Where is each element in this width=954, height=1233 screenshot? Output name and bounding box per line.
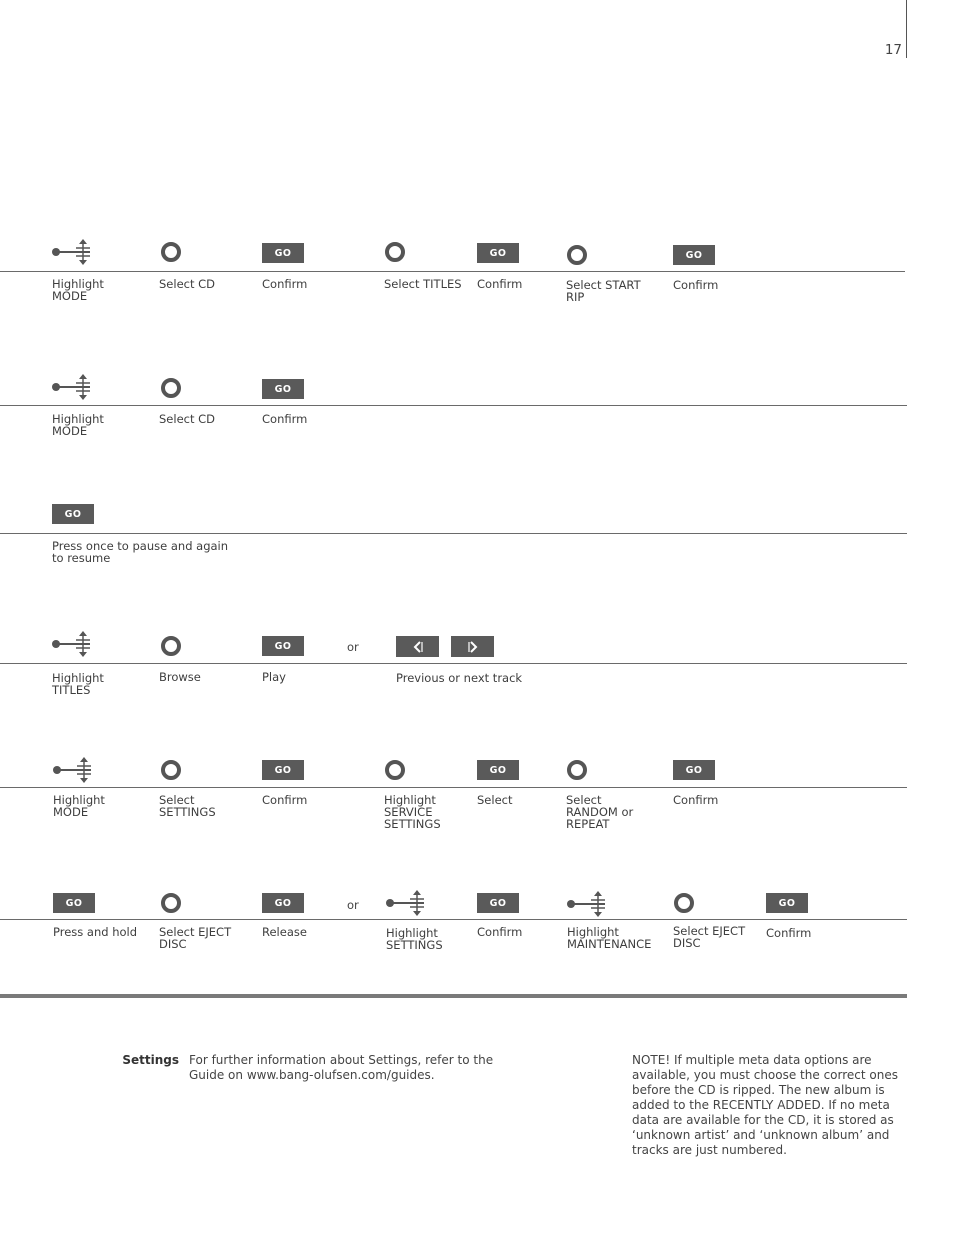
go-button-icon: GO bbox=[673, 760, 715, 780]
wheel-icon bbox=[567, 760, 587, 780]
page-number: 17 bbox=[884, 42, 902, 58]
row-divider bbox=[0, 663, 907, 664]
row-divider bbox=[0, 533, 907, 534]
step-label: Release bbox=[262, 925, 307, 939]
step-label: Highlight SETTINGS bbox=[386, 926, 443, 952]
navigation-button-icon bbox=[51, 757, 93, 783]
go-button-icon: GO bbox=[262, 243, 304, 263]
next-button-icon bbox=[451, 636, 494, 657]
navigation-button-icon bbox=[384, 890, 426, 916]
step-label: Select bbox=[477, 793, 513, 807]
go-button-icon: GO bbox=[262, 893, 304, 913]
step-label: Confirm bbox=[262, 793, 308, 807]
step-label: Highlight MAINTENANCE bbox=[567, 925, 652, 951]
step-label: Select RANDOM or REPEAT bbox=[566, 793, 634, 831]
row-divider bbox=[0, 787, 907, 788]
step-label: Highlight TITLES bbox=[52, 671, 104, 697]
navigation-button-icon bbox=[565, 891, 607, 917]
step-label: Highlight MODE bbox=[53, 793, 105, 819]
step-label: Select TITLES bbox=[384, 277, 462, 291]
step-label: Browse bbox=[159, 670, 201, 684]
row-divider bbox=[0, 405, 907, 406]
step-label: Highlight MODE bbox=[52, 277, 104, 303]
step-label: Highlight SERVICE SETTINGS bbox=[384, 793, 441, 831]
go-button-icon: GO bbox=[262, 760, 304, 780]
or-separator: or bbox=[347, 640, 359, 654]
step-label: Select START RIP bbox=[566, 278, 641, 304]
step-label: Select CD bbox=[159, 412, 216, 426]
step-label: Confirm bbox=[477, 925, 523, 939]
step-label: Confirm bbox=[673, 793, 719, 807]
go-button-icon: GO bbox=[262, 636, 304, 656]
wheel-icon bbox=[161, 636, 181, 656]
settings-heading: Settings bbox=[122, 1053, 179, 1067]
wheel-icon bbox=[385, 760, 405, 780]
wheel-icon bbox=[385, 242, 405, 262]
step-label: Previous or next track bbox=[396, 671, 523, 685]
step-label: Select EJECT DISC bbox=[159, 925, 232, 951]
step-label: Press once to pause and again to resume bbox=[52, 539, 229, 565]
go-button-icon: GO bbox=[477, 893, 519, 913]
note-text: NOTE! If multiple meta data options are available, you must choose the correct ones before the CD is ripped. The new album is added to the RECENTLY ADDED. If no meta data are available for the CD, it is stored as ‘unknown artist’ and ‘unknown album’ and tracks are just numbered. bbox=[632, 1053, 898, 1157]
go-button-icon: GO bbox=[477, 760, 519, 780]
step-label: Play bbox=[262, 670, 286, 684]
step-label: Select CD bbox=[159, 277, 216, 291]
navigation-button-icon bbox=[50, 239, 92, 265]
go-button-icon: GO bbox=[52, 504, 94, 524]
wheel-icon bbox=[161, 760, 181, 780]
step-label: Confirm bbox=[766, 926, 812, 940]
step-label: Confirm bbox=[673, 278, 719, 292]
wheel-icon bbox=[674, 893, 694, 913]
wheel-icon bbox=[161, 242, 181, 262]
step-label: Select SETTINGS bbox=[159, 793, 216, 819]
go-button-icon: GO bbox=[53, 893, 95, 913]
navigation-button-icon bbox=[50, 374, 92, 400]
navigation-button-icon bbox=[50, 631, 92, 657]
section-divider bbox=[0, 994, 907, 998]
wheel-icon bbox=[161, 378, 181, 398]
step-label: Select EJECT DISC bbox=[673, 924, 746, 950]
step-label: Highlight MODE bbox=[52, 412, 104, 438]
step-label: Confirm bbox=[477, 277, 523, 291]
settings-text: For further information about Settings, refer to the Guide on www.bang-olufsen.com/guides. bbox=[189, 1053, 494, 1082]
step-label: Confirm bbox=[262, 412, 308, 426]
go-button-icon: GO bbox=[673, 245, 715, 265]
go-button-icon: GO bbox=[477, 243, 519, 263]
step-label: Confirm bbox=[262, 277, 308, 291]
previous-button-icon bbox=[396, 636, 439, 657]
wheel-icon bbox=[161, 893, 181, 913]
chevron-left-icon bbox=[411, 640, 425, 654]
go-button-icon: GO bbox=[766, 893, 808, 913]
chevron-right-icon bbox=[466, 640, 480, 654]
wheel-icon bbox=[567, 245, 587, 265]
go-button-icon: GO bbox=[262, 379, 304, 399]
page-edge-rule bbox=[906, 0, 907, 58]
step-label: Press and hold bbox=[53, 925, 138, 939]
or-separator: or bbox=[347, 898, 359, 912]
row-divider bbox=[0, 919, 907, 920]
row-divider bbox=[0, 271, 905, 272]
